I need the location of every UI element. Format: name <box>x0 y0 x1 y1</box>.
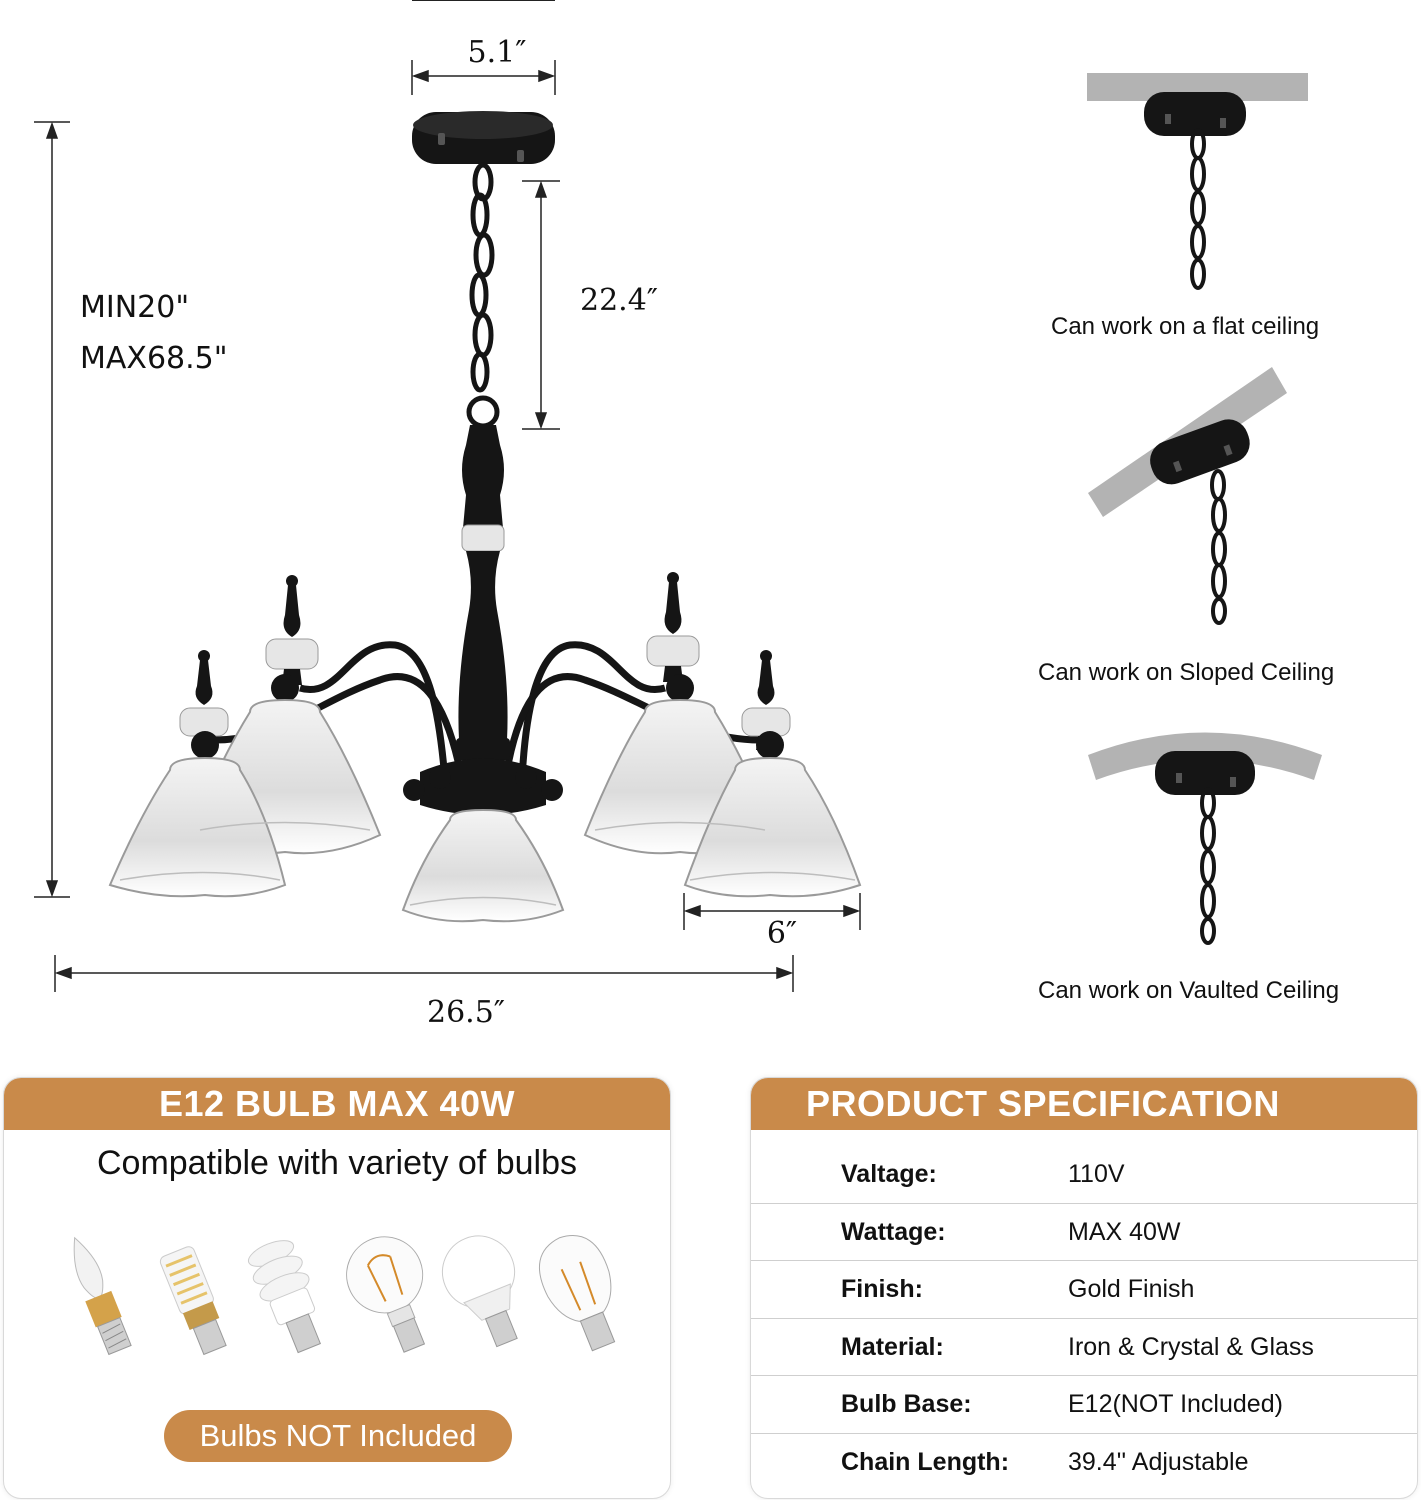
ceiling-caption-vaulted: Can work on Vaulted Ceiling <box>1038 977 1340 1004</box>
ceiling-caption-flat: Can work on a flat ceiling <box>1051 313 1320 340</box>
center-column <box>403 425 563 864</box>
spec-label: Finish: <box>841 1275 923 1303</box>
filament-globe-bulb-icon <box>335 1228 449 1362</box>
dim-height-min: MIN20" <box>80 290 190 325</box>
spec-value: 39.4'' Adjustable <box>1068 1447 1249 1476</box>
spec-value: Gold Finish <box>1068 1275 1195 1303</box>
corn-bulb-icon <box>159 1245 232 1357</box>
spec-label: Bulb Base: <box>841 1390 972 1418</box>
ceiling-caption-sloped: Can work on Sloped Ceiling <box>1038 659 1335 686</box>
spec-value: MAX 40W <box>1068 1217 1181 1246</box>
edison-bulb-icon <box>529 1228 635 1359</box>
spec-value: Iron & Crystal & Glass <box>1068 1332 1314 1361</box>
spec-table <box>751 1146 1417 1490</box>
spec-value: E12(NOT Included) <box>1068 1390 1283 1418</box>
spec-label: Chain Length: <box>841 1447 1010 1476</box>
spec-row-wattage <box>751 1204 1417 1262</box>
dim-shade-width: 6″ <box>766 916 798 951</box>
spec-label: Material: <box>841 1332 944 1361</box>
spec-label: Valtage: <box>841 1160 937 1188</box>
flat-ceiling-illustration <box>1080 70 1380 290</box>
candle-bulb-icon <box>62 1232 133 1355</box>
led-bulb-icon <box>432 1228 541 1356</box>
spec-row-finish <box>751 1261 1417 1319</box>
spec-row-bulb-base <box>751 1376 1417 1434</box>
bulb-panel-title: E12 BULB MAX 40W <box>4 1078 670 1130</box>
chandelier-diagram <box>0 0 900 1040</box>
spec-row-chain-length <box>751 1434 1417 1491</box>
bulb-panel-subtitle: Compatible with variety of bulbs <box>96 1144 577 1182</box>
dim-chain-drop: 22.4″ <box>580 283 659 318</box>
sloped-ceiling-illustration <box>1080 365 1380 630</box>
chain <box>469 165 497 426</box>
dim-canopy-width: 5.1″ <box>467 35 527 70</box>
spec-value: 110V <box>1068 1160 1125 1188</box>
spec-label: Wattage: <box>841 1217 946 1246</box>
spec-row-material <box>751 1319 1417 1377</box>
vaulted-ceiling-illustration <box>1080 725 1380 950</box>
bulb-row <box>49 1228 639 1368</box>
canopy <box>412 111 555 164</box>
spec-panel-title: PRODUCT SPECIFICATION <box>751 1078 1417 1130</box>
spec-panel <box>750 1077 1418 1499</box>
spec-row-voltage <box>751 1146 1417 1204</box>
spiral-bulb-icon <box>243 1234 333 1357</box>
dim-height-max: MAX68.5" <box>80 341 228 376</box>
dim-overall-width: 26.5″ <box>426 995 506 1030</box>
bulb-panel <box>3 1077 671 1499</box>
bulbs-not-included-badge: Bulbs NOT Included <box>164 1410 512 1462</box>
